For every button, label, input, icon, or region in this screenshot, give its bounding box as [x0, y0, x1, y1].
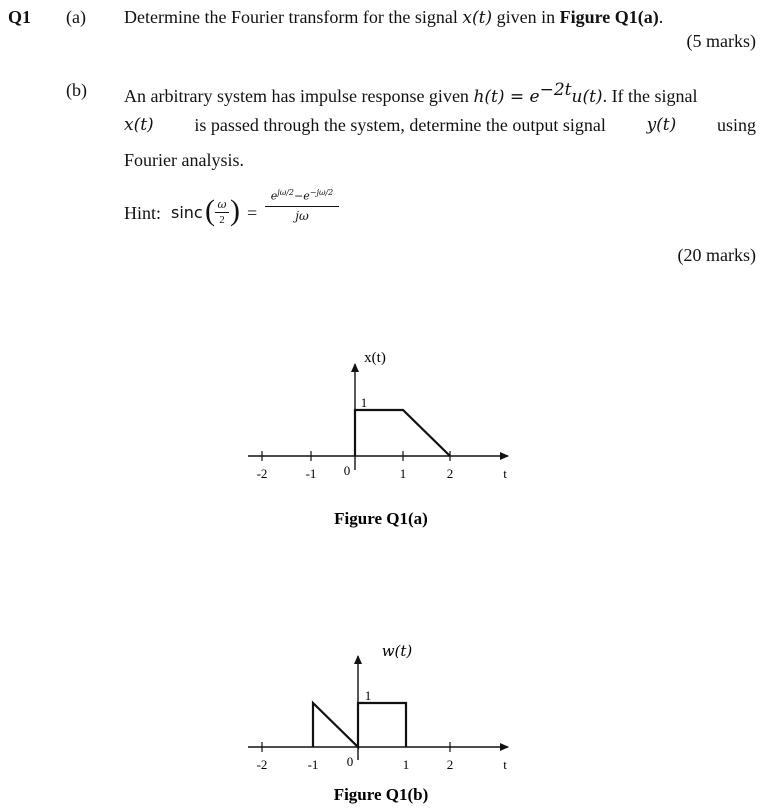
part-a-figure-ref: Figure Q1(a): [559, 7, 659, 27]
fig-a-caption: Figure Q1(a): [334, 509, 428, 528]
fig-a-level-label: 1: [360, 395, 368, 410]
part-b-line1-suffix: . If the signal: [602, 86, 698, 106]
hint-num-e1: e: [270, 189, 278, 203]
part-a-label: (a): [66, 7, 86, 27]
fig-b-tick-2: 2: [446, 757, 454, 772]
part-b-line1-prefix: An arbitrary system has impulse response given: [124, 86, 474, 106]
fig-b-signal-line: [313, 703, 406, 747]
fig-b-tick-neg2: -2: [256, 757, 268, 772]
fig-a-tick-2: 2: [446, 466, 454, 481]
fig-b-caption: Figure Q1(b): [333, 785, 429, 804]
part-b-marks: (20 marks): [677, 245, 756, 265]
fig-b-x-label: t: [503, 757, 507, 772]
fig-b-y-label: w(t): [381, 642, 413, 660]
fig-a-tick-0: 0: [343, 463, 351, 478]
part-b-line2-signal: x(t): [124, 115, 154, 135]
part-a-end: .: [658, 7, 664, 27]
question-number: Q1: [8, 7, 32, 27]
part-a-marks: (5 marks): [686, 31, 756, 51]
fig-a-tick-1: 1: [399, 466, 407, 481]
hint-sinc: sinc: [171, 203, 203, 222]
hint-equals: =: [247, 203, 258, 223]
fig-a-y-label: x(t): [364, 350, 386, 366]
hint-arg-num: ω: [217, 198, 227, 211]
part-a-signal: x(t): [462, 8, 493, 28]
fig-a-x-label: t: [503, 466, 507, 481]
part-b-line2-mid: is passed through the system, determine the output signal: [194, 115, 606, 135]
hint-paren-close: ): [230, 194, 240, 227]
impulse-rhs: u(t): [571, 87, 603, 107]
impulse-exp: −2t: [539, 80, 572, 100]
fig-a-tick-neg2: -2: [256, 466, 268, 481]
hint-label: Hint:: [124, 203, 162, 223]
fig-a-tick-neg1: -1: [305, 466, 317, 481]
fig-b-tick-0: 0: [346, 754, 354, 769]
part-a-prefix: Determine the Fourier transform for the signal: [124, 7, 463, 27]
hint-paren-open: (: [205, 194, 215, 227]
part-b-line3: Fourier analysis.: [124, 150, 244, 170]
fig-b-level-label: 1: [364, 688, 372, 703]
hint-num-exp2: −jω/2: [309, 188, 334, 197]
fig-b-tick-neg1: -1: [307, 757, 319, 772]
fig-b-tick-1: 1: [402, 757, 410, 772]
figure-q1b: [248, 642, 508, 804]
impulse-lhs: h(t) = e: [473, 87, 540, 107]
fig-a-signal-line: [355, 410, 450, 456]
part-b-line2-suffix: using: [716, 115, 756, 135]
part-a-mid: given in: [492, 7, 560, 27]
figure-q1a: [248, 350, 508, 528]
part-b-label: (b): [66, 80, 87, 100]
hint-arg-den: 2: [219, 214, 225, 226]
hint-num-minus: −e: [294, 189, 310, 203]
hint-num-exp1: jω/2: [277, 188, 295, 197]
hint-rhs-denominator: jω: [295, 208, 309, 223]
part-b-line2-output: y(t): [646, 115, 677, 135]
